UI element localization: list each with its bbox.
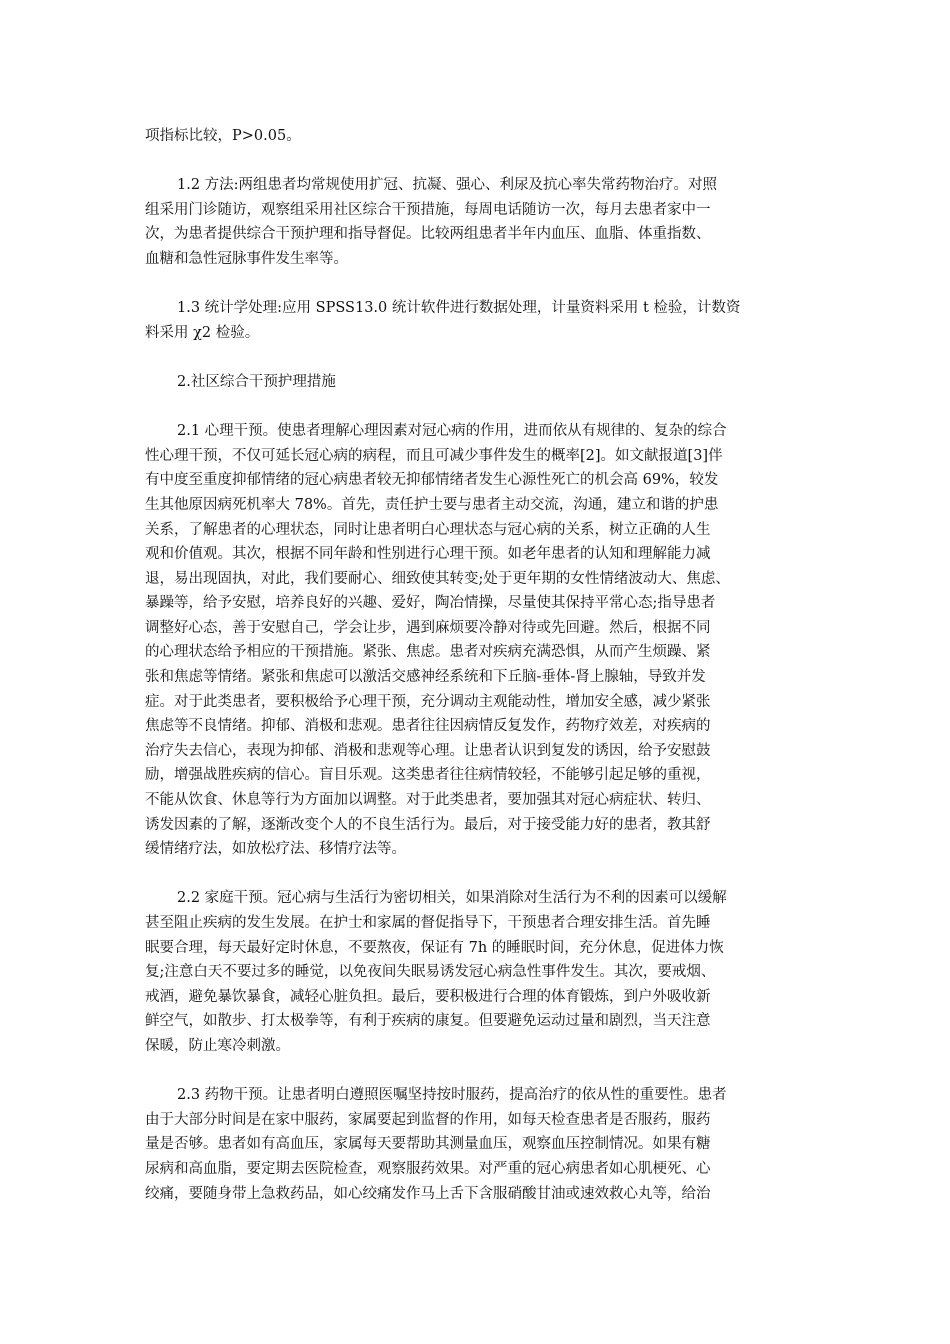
paragraph-family-cont	[145, 911, 810, 1059]
text-line: 诱发因素的了解，逐渐改变个人的不良生活行为。最后，对于接受能力好的患者，教其舒	[145, 816, 711, 833]
text-line: 治疗失去信心，表现为抑郁、消极和悲观等心理。让患者认识到复发的诱因，给予安慰鼓	[145, 742, 711, 759]
text-line: 2.社区综合干预护理措施	[177, 373, 336, 390]
paragraph-statistics	[145, 296, 810, 321]
text-line: 1.3 统计学处理:应用 SPSS13.0 统计软件进行数据处理，计量资料采用 t 检验，计数资	[177, 300, 741, 317]
text-line: 眠要合理，每天最好定时休息，不要熬夜，保证有 7h 的睡眠时间，充分休息，促进体力恢	[145, 939, 724, 956]
text-line: 不能从饮食、休息等行为方面加以调整。对于此类患者，要加强其对冠心病症状、转归、	[145, 792, 711, 809]
text-line: 关系，了解患者的心理状态，同时让患者明白心理状态与冠心病的关系，树立正确的人生	[145, 521, 711, 538]
paragraph-gap	[145, 862, 810, 887]
text-line: 甚至阻止疾病的发生发展。在护士和家属的督促指导下，干预患者合理安排生活。首先睡	[145, 915, 711, 931]
text-line: 观和价值观。其次，根据不同年龄和性别进行心理干预。如老年患者的认知和理解能力减	[145, 546, 711, 563]
text-line: 症。对于此类患者，要积极给予心理干预，充分调动主观能动性，增加安全感，减少紧张	[145, 693, 711, 710]
paragraph-statistics-cont	[145, 321, 810, 346]
text-line: 由于大部分时间是在家中服药，家属要起到监督的作用，如每天检查患者是否服药，服药	[145, 1111, 711, 1128]
paragraph-psychological	[145, 419, 810, 444]
text-line: 血糖和急性冠脉事件发生率等。	[145, 250, 348, 267]
document-page	[145, 124, 810, 1206]
text-line: 尿病和高血脂，要定期去医院检查，观察服药效果。对严重的冠心病患者如心肌梗死、心	[145, 1160, 711, 1177]
text-line: 的心理状态给予相应的干预措施。紧张、焦虑。患者对疾病充满恐惧，从而产生烦躁、紧	[145, 644, 711, 661]
text-line: 项指标比较，P>0.05。	[145, 128, 301, 144]
paragraph-methods-cont	[145, 198, 810, 272]
text-line: 性心理干预，不仅可延长冠心病的病程，而且可减少事件发生的概率[2]。如文献报道[3]伴	[145, 447, 723, 464]
text-line: 鲜空气，如散步、打太极拳等，有利于疾病的康复。但要避免运动过量和剧烈，当天注意	[145, 1013, 711, 1030]
section-heading	[145, 370, 810, 395]
text-line: 2.3 药物干预。让患者明白遵照医嘱坚持按时服药，提高治疗的依从性的重要性。患者	[177, 1087, 727, 1104]
text-line: 焦虑等不良情绪。抑郁、消极和悲观。患者往往因病情反复发作，药物疗效差，对疾病的	[145, 718, 711, 735]
paragraph-gap	[145, 345, 810, 370]
text-line: 有中度至重度抑郁情绪的冠心病患者较无抑郁情绪者发生心源性死亡的机会高 69%，较发	[145, 472, 719, 489]
text-line: 2.1 心理干预。使患者理解心理因素对冠心病的作用，进而依从有规律的、复杂的综合	[177, 423, 727, 440]
text-line: 料采用 χ2 检验。	[145, 324, 260, 341]
text-line: 调整好心态，善于安慰自己，学会让步，遇到麻烦要冷静对待或先回避。然后，根据不同	[145, 619, 711, 636]
text-line: 退，易出现固执，对此，我们要耐心、细致使其转变;处于更年期的女性情绪波动大、焦虑、	[145, 570, 730, 587]
text-line: 暴躁等，给予安慰，培养良好的兴趣、爱好，陶冶情操，尽量使其保持平常心态;指导患者	[145, 595, 716, 612]
text-line: 戒酒，避免暴饮暴食，减轻心脏负担。最后，要积极进行合理的体育锻炼，到户外吸收新	[145, 988, 711, 1005]
text-line: 量是否够。患者如有高血压，家属每天要帮助其测量血压，观察血压控制情况。如果有糖	[145, 1136, 711, 1153]
paragraph-psychological-cont	[145, 444, 810, 862]
paragraph-methods	[145, 173, 810, 198]
text-line: 2.2 家庭干预。冠心病与生活行为密切相关，如果消除对生活行为不利的因素可以缓解	[177, 890, 727, 907]
text-line: 保暖，防止寒冷刺激。	[145, 1037, 290, 1054]
paragraph-medication-cont	[145, 1108, 810, 1206]
text-line: 生其他原因病死机率大 78%。首先，责任护士要与患者主动交流，沟通，建立和谐的护患	[145, 496, 719, 513]
paragraph-medication	[145, 1083, 810, 1108]
paragraph-gap	[145, 149, 810, 174]
text-line: 励，增强战胜疾病的信心。盲目乐观。这类患者往往病情较轻，不能够引起足够的重视，	[145, 767, 711, 784]
text-line: 缓情绪疗法，如放松疗法、移情疗法等。	[145, 841, 406, 858]
paragraph-results-tail	[145, 124, 810, 149]
paragraph-gap	[145, 272, 810, 297]
text-line: 绞痛，要随身带上急救药品，如心绞痛发作马上舌下含服硝酸甘油或速效救心丸等，给治	[145, 1185, 711, 1202]
text-line: 次，为患者提供综合干预护理和指导督促。比较两组患者半年内血压、血脂、体重指数、	[145, 226, 711, 243]
paragraph-family	[145, 886, 810, 911]
text-line: 复;注意白天不要过多的睡觉，以免夜间失眠易诱发冠心病急性事件发生。其次，要戒烟、	[145, 964, 716, 981]
text-line: 组采用门诊随访，观察组采用社区综合干预措施，每周电话随访一次，每月去患者家中一	[145, 201, 711, 218]
text-line: 张和焦虑等情绪。紧张和焦虑可以激活交感神经系统和下丘脑-垂体-肾上腺轴，导致并发	[145, 669, 706, 686]
paragraph-gap	[145, 395, 810, 420]
text-line: 1.2 方法:两组患者均常规使用扩冠、抗凝、强心、利尿及抗心率失常药物治疗。对照	[177, 177, 718, 194]
paragraph-gap	[145, 1059, 810, 1084]
